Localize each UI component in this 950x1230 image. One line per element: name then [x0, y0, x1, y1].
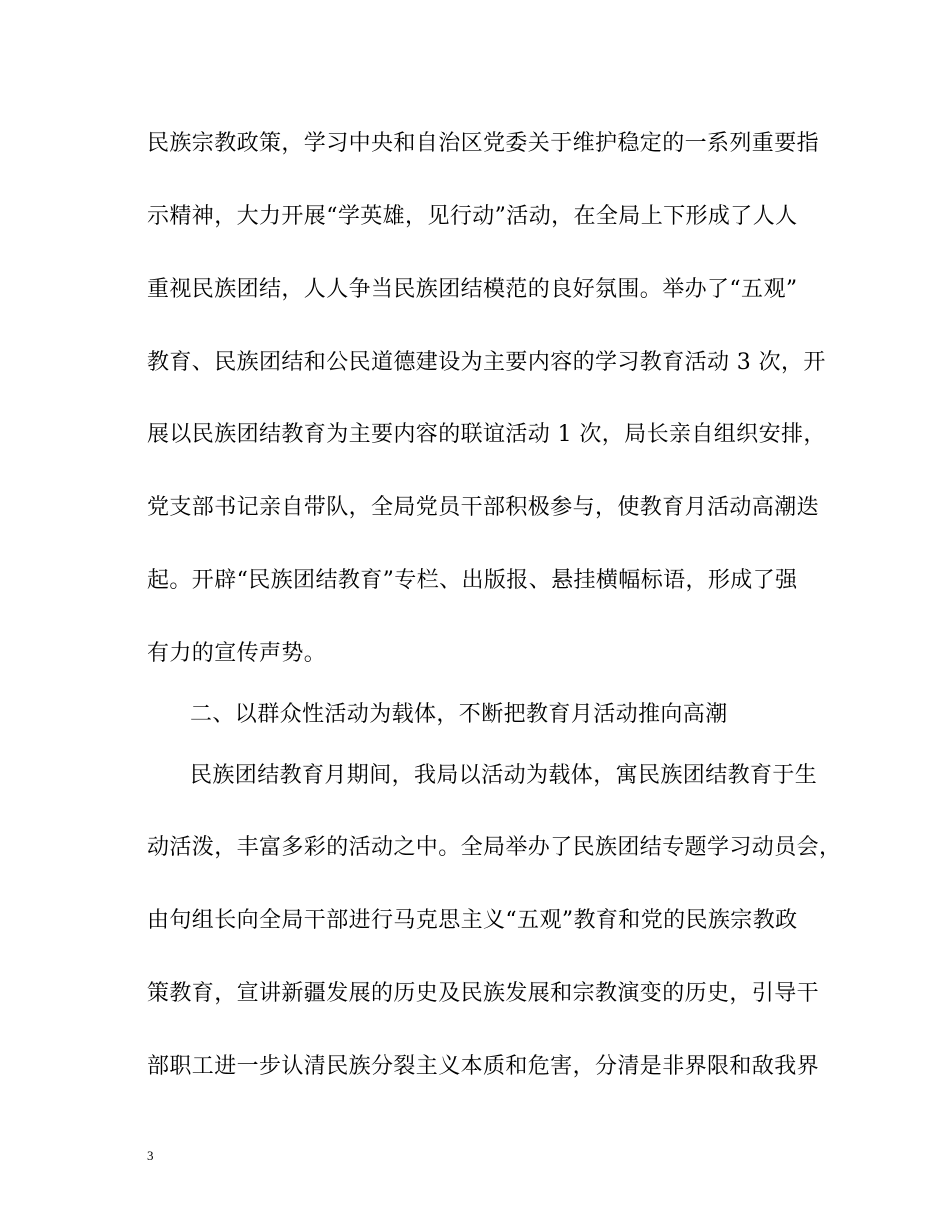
paragraph-line: 民族团结教育月期间，我局以活动为载体，寓民族团结教育于生: [190, 763, 818, 788]
paragraph-line: 党支部书记亲自带队，全局党员干部积极参与，使教育月活动高潮迭: [147, 495, 820, 520]
paragraph-line: 重视民族团结，人人争当民族团结模范的良好氛围。举办了“五观”: [147, 277, 798, 302]
paragraph-line: 展以民族团结教育为主要内容的联谊活动 1 次，局长亲自组织安排，: [147, 422, 826, 447]
section-heading: 二、以群众性活动为载体，不断把教育月活动推向高潮: [190, 702, 728, 727]
paragraph-line: 部职工进一步认清民族分裂主义本质和危害，分清是非界限和敌我界: [147, 1054, 820, 1079]
paragraph-line: 民族宗教政策，学习中央和自治区党委关于维护稳定的一系列重要指: [147, 131, 820, 156]
paragraph-line: 动活泼，丰富多彩的活动之中。全局举办了民族团结专题学习动员会，: [147, 835, 842, 860]
paragraph-line: 起。开辟“民族团结教育”专栏、出版报、悬挂横幅标语，形成了强: [147, 568, 798, 593]
paragraph-line: 示精神，大力开展“学英雄，见行动”活动，在全局上下形成了人人: [147, 204, 798, 229]
page-number: 3: [147, 1148, 154, 1163]
paragraph-line: 策教育，宣讲新疆发展的历史及民族发展和宗教演变的历史，引导干: [147, 981, 820, 1006]
paragraph-line: 教育、民族团结和公民道德建设为主要内容的学习教育活动 3 次，开: [147, 350, 826, 375]
paragraph-line: 由句组长向全局干部进行马克思主义“五观”教育和党的民族宗教政: [147, 908, 798, 933]
paragraph-line: 有力的宣传声势。: [147, 641, 327, 666]
